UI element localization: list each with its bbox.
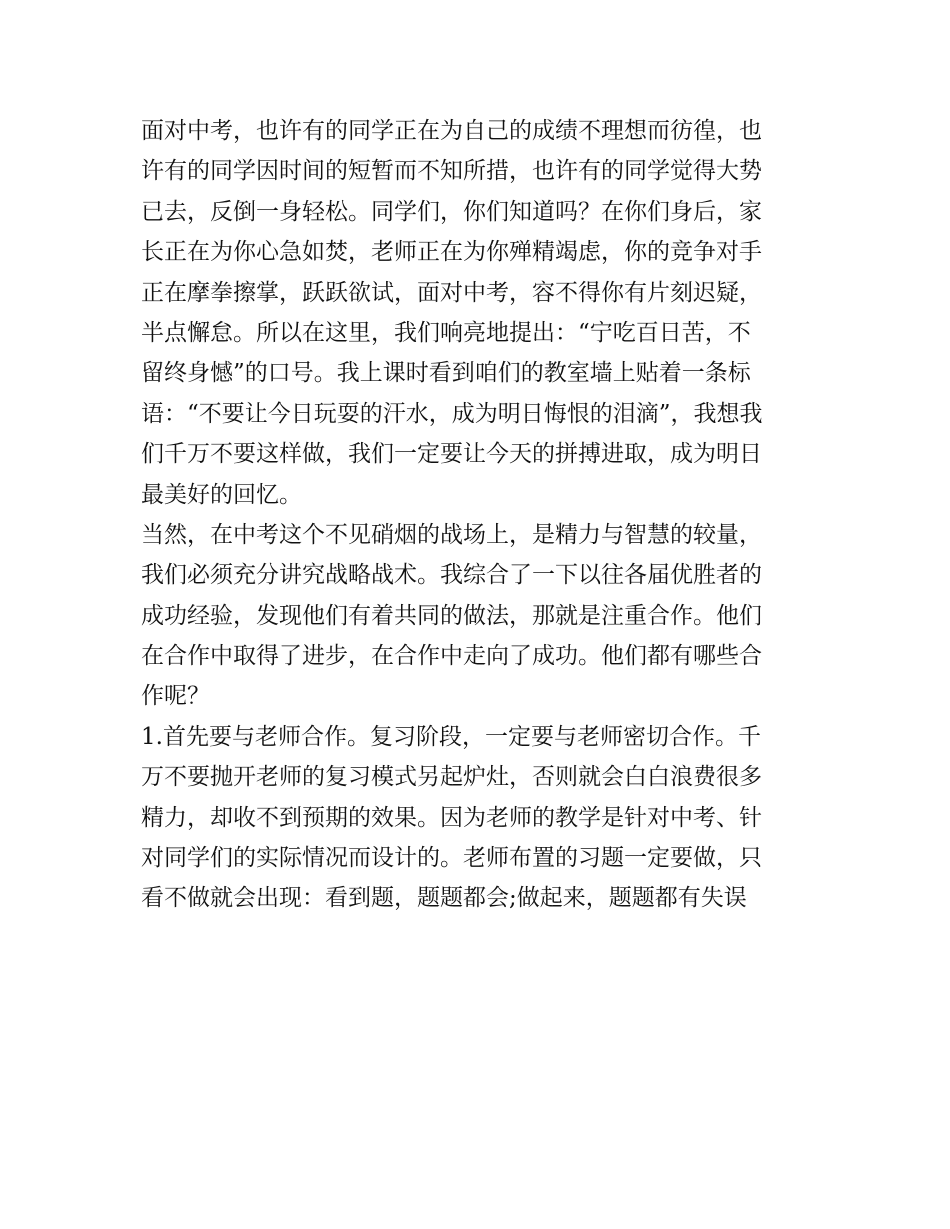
text-line: 已去，反倒一身轻松。同学们，你们知道吗？在你们身后，家	[141, 198, 762, 225]
text-line: 正在摩拳擦掌，跃跃欲试，面对中考，容不得你有片刻迟疑，	[141, 279, 762, 306]
text-line: 长正在为你心急如焚，老师正在为你殚精竭虑，你的竞争对手	[141, 239, 762, 266]
text-line: 半点懈怠。所以在这里，我们响亮地提出：“宁吃百日苦，不	[141, 319, 751, 346]
text-line: 许有的同学因时间的短暂而不知所措，也许有的同学觉得大势	[141, 158, 762, 185]
text-line: 留终身憾”的口号。我上课时看到咱们的教室墙上贴着一条标	[141, 360, 751, 387]
text-line: 当然，在中考这个不见硝烟的战场上，是精力与智慧的较量，	[141, 521, 762, 548]
text-line: 语：“不要让今日玩耍的汗水，成为明日悔恨的泪滴”，我想我	[141, 400, 763, 427]
document-body	[141, 111, 813, 919]
text-line: 万不要抛开老师的复习模式另起炉灶，否则就会白白浪费很多	[141, 764, 762, 791]
text-line: 我们必须充分讲究战略战术。我综合了一下以往各届优胜者的	[141, 562, 762, 589]
text-line: 在合作中取得了进步，在合作中走向了成功。他们都有哪些合	[141, 643, 762, 670]
text-line: 最美好的回忆。	[141, 481, 302, 508]
text-line: 看不做就会出现：看到题，题题都会;做起来，题题都有失误	[141, 885, 747, 912]
text-line: 面对中考，也许有的同学正在为自己的成绩不理想而彷徨，也	[141, 118, 762, 144]
text-line: 成功经验，发现他们有着共同的做法，那就是注重合作。他们	[141, 602, 762, 629]
text-line: 对同学们的实际情况而设计的。老师布置的习题一定要做，只	[141, 845, 762, 872]
text-line: 精力，却收不到预期的效果。因为老师的教学是针对中考、针	[141, 804, 762, 831]
text-line: 1.首先要与老师合作。复习阶段，一定要与老师密切合作。千	[141, 723, 761, 750]
text-line: 作呢？	[141, 683, 210, 710]
text-line: 们千万不要这样做，我们一定要让今天的拼搏进取，成为明日	[141, 441, 762, 468]
